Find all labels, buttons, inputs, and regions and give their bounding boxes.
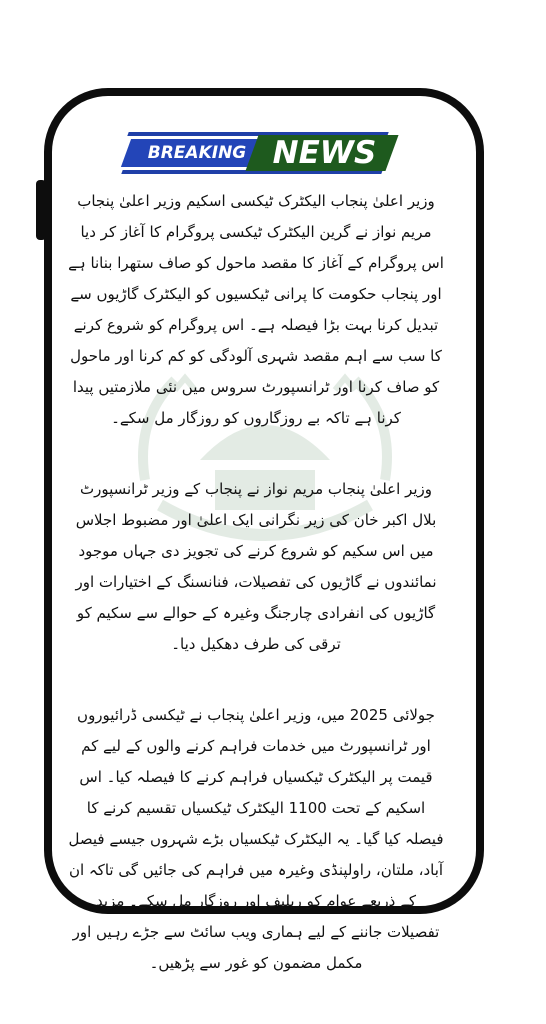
article-paragraph-1: وزیر اعلیٰ پنجاب الیکٹرک ٹیکسی اسکیم وزیر اعلیٰ پنجاب مریم نواز نے گرین الیکٹرک ٹیکسی پروگرام کا آغاز کر دیا اس پروگرام کے آغاز کا مقصد ماحول کو صاف ستھرا بنانا ہے اور پنجاب حکومت کا پرانی ٹیکسیوں کو الیکٹرک گاڑیوں سے تبدیل کرنا بہت بڑا فیصلہ ہے۔ اس پروگرام کو شروع کرنے کا سب سے اہم مقصد شہری آلودگی کو کم کرنا اور ماحول کو صاف کرنا اور ٹرانسپورٹ سروس میں نئی ملازمتیں پیدا کرنا ہے تاکہ بے روزگاروں کو روزگار مل سکے۔ (68, 192, 444, 427)
article-body (68, 186, 444, 1019)
article-paragraph-2: وزیر اعلیٰ پنجاب مریم نواز نے پنجاب کے وزیر ٹرانسپورٹ بلال اکبر خان کی زیر نگرانی ایک اعلیٰ اور مضبوط اجلاس میں اس سکیم کو شروع کرنے کی تجویز دی جہاں موجود نمائندوں نے گاڑیوں کی تفصیلات، فنانسنگ کے اختیارات اور گاڑیوں کی انفرادی چارجنگ وغیرہ کے حوالے سے سکیم کو ترقی کی طرف دھکیل دیا۔ (75, 480, 437, 653)
news-label: NEWS (272, 135, 377, 171)
breaking-label: BREAKING (147, 143, 247, 163)
breaking-news-banner (120, 132, 395, 174)
article-paragraph-3: جولائی 2025 میں، وزیر اعلیٰ پنجاب نے ٹیکسی ڈرائیوروں اور ٹرانسپورٹ میں خدمات فراہم کرنے والوں کے لیے کم قیمت پر الیکٹرک ٹیکسیاں فراہم کرنے کا فیصلہ کیا۔ اس اسکیم کے تحت 1100 الیکٹرک ٹیکسیاں تقسیم کرنے کا فیصلہ کیا گیا۔ یہ الیکٹرک ٹیکسیاں بڑے شہروں جیسے فیصل آباد، ملتان، راولپنڈی وغیرہ میں فراہم کی جائیں گی تاکہ ان کے ذریعے عوام کو ریلیف اور روزگار مل سکے۔ مزید تفصیلات جاننے کے لیے ہماری ویب سائٹ سے جڑے رہیں اور مکمل مضمون کو غور سے پڑھیں۔ (68, 706, 444, 972)
